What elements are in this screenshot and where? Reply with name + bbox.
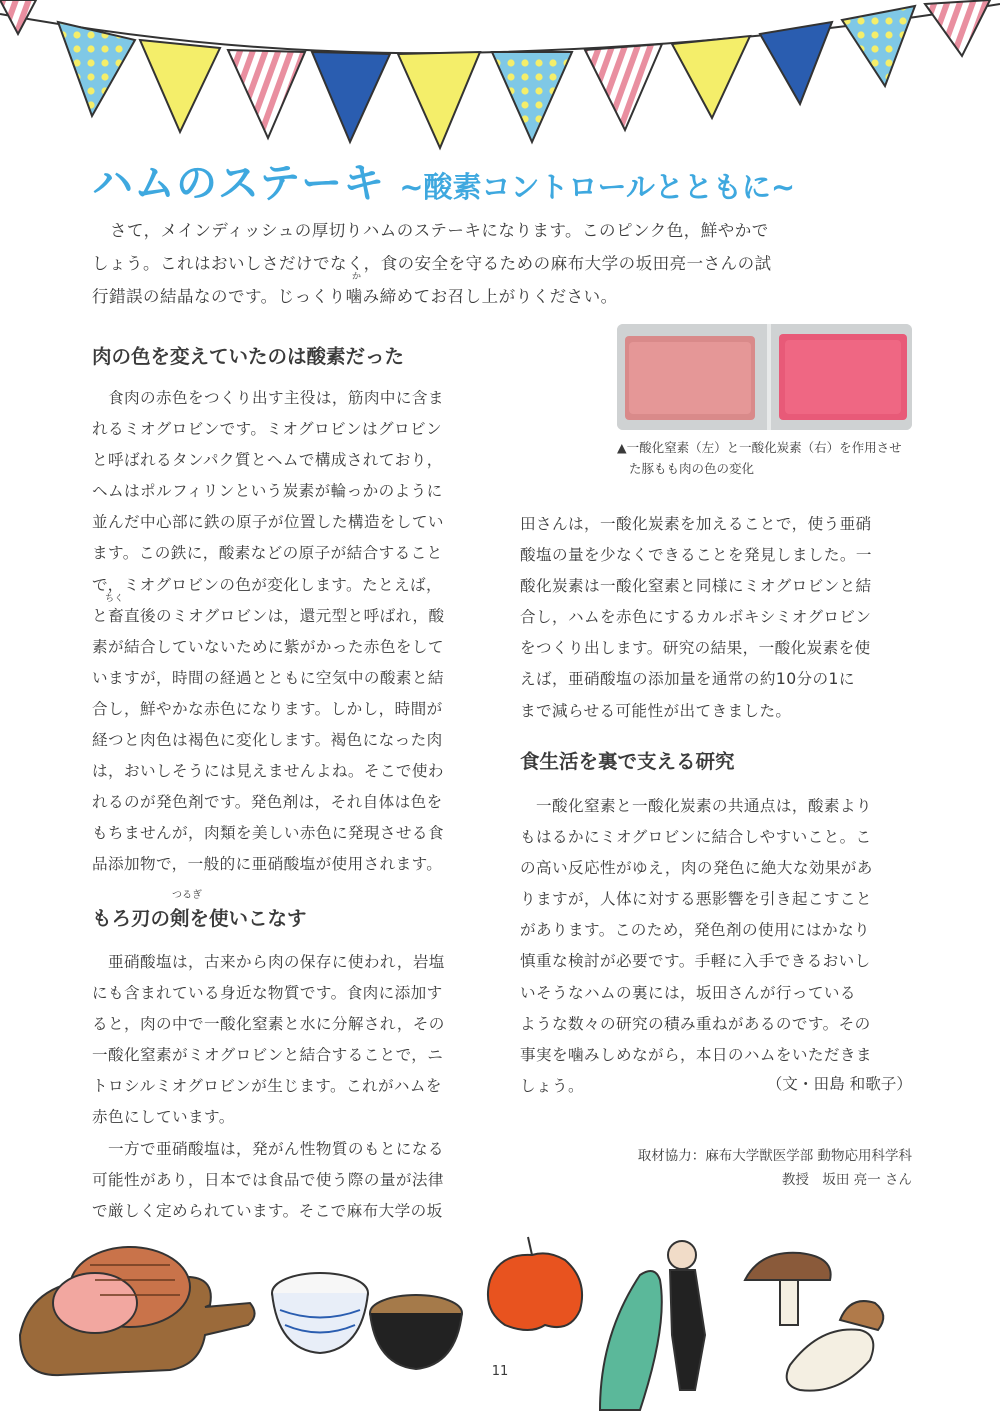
body-line: 品添加物で，一般的に亜硝酸塩が使用されます。 <box>92 855 443 874</box>
lead-line-text: 行錯誤の結晶なのです。じっくり噛み締めてお召し上がりください。 <box>92 287 618 306</box>
ruby-chiku: ちく <box>105 593 124 604</box>
section-heading-oxygen: 肉の色を変えていたのは酸素だった <box>92 345 405 368</box>
meat-sample-drawing <box>617 324 912 430</box>
body-line: まで減らせる可能性が出てきました。 <box>520 701 792 720</box>
ham-on-board-icon <box>20 1247 255 1375</box>
body-line: 田さんは，一酸化炭素を加えることで，使う亜硝 <box>520 515 872 533</box>
body-line-text: と畜直後のミオグロビンは，還元型と呼ばれ，酸 <box>92 606 445 625</box>
body-line: ような数々の研究の積み重ねがあるのです。その <box>520 1014 871 1033</box>
body-line: いますが，時間の経過とともに空気中の酸素と結 <box>92 668 444 687</box>
body-line: しょう。 <box>520 1076 584 1095</box>
body-line: で，ミオグロビンの色が変化します。たとえば， <box>92 575 442 594</box>
section2-heading-text: もろ刃の剣を使いこなす <box>92 907 307 930</box>
body-line: いそうなハムの裏には，坂田さんが行っている <box>520 983 856 1002</box>
body-line: えば，亜硝酸塩の添加量を通常の約10分の1に <box>520 670 855 689</box>
body-line: 食肉の赤色をつくり出す主役は，筋肉中に含ま <box>108 389 444 407</box>
caption-line: た豚もも肉の色の変化 <box>629 461 755 476</box>
body-line: にも含まれている身近な物質です。食肉に添加す <box>92 984 443 1003</box>
body-line: で厳しく定められています。そこで麻布大学の坂 <box>92 1201 443 1220</box>
person-with-bottle-icon <box>600 1241 705 1410</box>
caption-line: ▲一酸化窒素（左）と一酸化炭素（右）を作用させ <box>617 440 902 455</box>
body-line: 合し，鮮やかな赤色になります。しかし，時間が <box>92 699 443 718</box>
page-number: 11 <box>491 1364 509 1379</box>
title-main: ハムのステーキ <box>92 159 386 207</box>
body-line: 素が結合していないために紫がかった赤色をして <box>92 637 444 656</box>
section3-body <box>520 791 920 1102</box>
body-line: トロシルミオグロビンが生じます。これがハムを <box>92 1077 442 1096</box>
food-illustrations <box>0 1225 1000 1412</box>
body-line: 一方で亜硝酸塩は，発がん性物質のもとになる <box>108 1139 444 1158</box>
lead-line: しょう。これはおいしさだけでなく，食の安全を守るための麻布大学の坂田亮一さんの試 <box>92 254 772 273</box>
credit-block <box>638 1144 912 1192</box>
meat-sample-photo <box>617 324 912 430</box>
photo-caption <box>617 437 917 479</box>
body-line: 酸化炭素は一酸化窒素と同様にミオグロビンと結 <box>520 577 872 596</box>
body-line: 慎重な検討が必要です。手軽に入手できるおいし <box>520 952 871 971</box>
body-line: れるのが発色剤です。発色剤は，それ自体は色を <box>92 793 443 812</box>
body-line: 並んだ中心部に鉄の原子が位置した構造をしてい <box>92 513 444 532</box>
body-line: ます。この鉄に，酸素などの原子が結合すること <box>92 544 443 563</box>
section1-body <box>92 383 492 881</box>
ruby-tsurugi: つるぎ <box>172 890 202 901</box>
title-sub: ~酸素コントロールとともに~ <box>399 170 796 204</box>
body-line: 赤色にしています。 <box>92 1108 235 1127</box>
author-note: （文・田島 和歌子） <box>766 1075 912 1093</box>
miso-soup-icon <box>370 1295 462 1369</box>
right-col-body <box>520 509 920 727</box>
credit-line: 取材協力：麻布大学獣医学部 動物応用科学科 <box>637 1148 912 1164</box>
section-heading-research: 食生活を裏で支える研究 <box>520 750 735 773</box>
body-line: ると，肉の中で一酸化窒素と水に分解され，その <box>92 1015 445 1034</box>
body-line: 事実を噛みしめながら，本日のハムをいただきま <box>520 1045 872 1064</box>
page-title <box>92 150 972 209</box>
section-heading-double-edged <box>92 890 307 931</box>
body-line: 可能性があり，日本では食品で使う際の量が法律 <box>92 1170 444 1189</box>
body-line: 合し，ハムを赤色にするカルボキシミオグロビン <box>520 608 872 627</box>
bunting-icon <box>0 0 1000 160</box>
body-line: もちませんが，肉類を美しい赤色に発現させる食 <box>92 824 444 843</box>
rice-bowl-icon <box>272 1273 368 1353</box>
apple-icon <box>488 1237 582 1330</box>
body-line: れるミオグロビンです。ミオグロビンはグロビン <box>92 420 442 439</box>
body-line: 亜硝酸塩は，古来から肉の保存に使われ，岩塩 <box>108 953 445 971</box>
section2-body <box>92 947 492 1227</box>
body-line: 酸塩の量を少なくできることを発見しました。一 <box>520 546 872 565</box>
body-line: 一酸化窒素と一酸化炭素の共通点は，酸素より <box>536 797 872 815</box>
lead-ruby: か <box>352 272 362 282</box>
body-line: があります。このため，発色剤の使用にはかなり <box>520 921 870 940</box>
lead-paragraph <box>92 214 822 313</box>
lead-line: さて，メインディッシュの厚切りハムのステーキになります。このピンク色，鮮やかで <box>110 221 769 240</box>
body-line: りますが，人体に対する悪影響を引き起こすこと <box>520 890 872 909</box>
body-line: をつくり出します。研究の結果，一酸化炭素を使 <box>520 639 871 658</box>
lead-line <box>92 272 822 313</box>
body-line: の高い反応性がゆえ，肉の発色に絶大な効果があ <box>520 859 873 878</box>
body-line: 経つと肉色は褐色に変化します。褐色になった肉 <box>92 731 443 750</box>
body-line: は，おいしそうには見えませんよね。そこで使わ <box>92 762 444 781</box>
body-line: と呼ばれるタンパク質とヘムで構成されており， <box>92 451 443 470</box>
credit-line: 教授 坂田 亮一 さん <box>781 1172 912 1188</box>
body-line: もはるかにミオグロビンに結合しやすいこと。こ <box>520 828 872 847</box>
body-line <box>92 593 492 632</box>
body-line: ヘムはポルフィリンという炭素が輪っかのように <box>92 482 443 501</box>
body-line: 一酸化窒素がミオグロビンと結合することで，ニ <box>92 1046 444 1065</box>
